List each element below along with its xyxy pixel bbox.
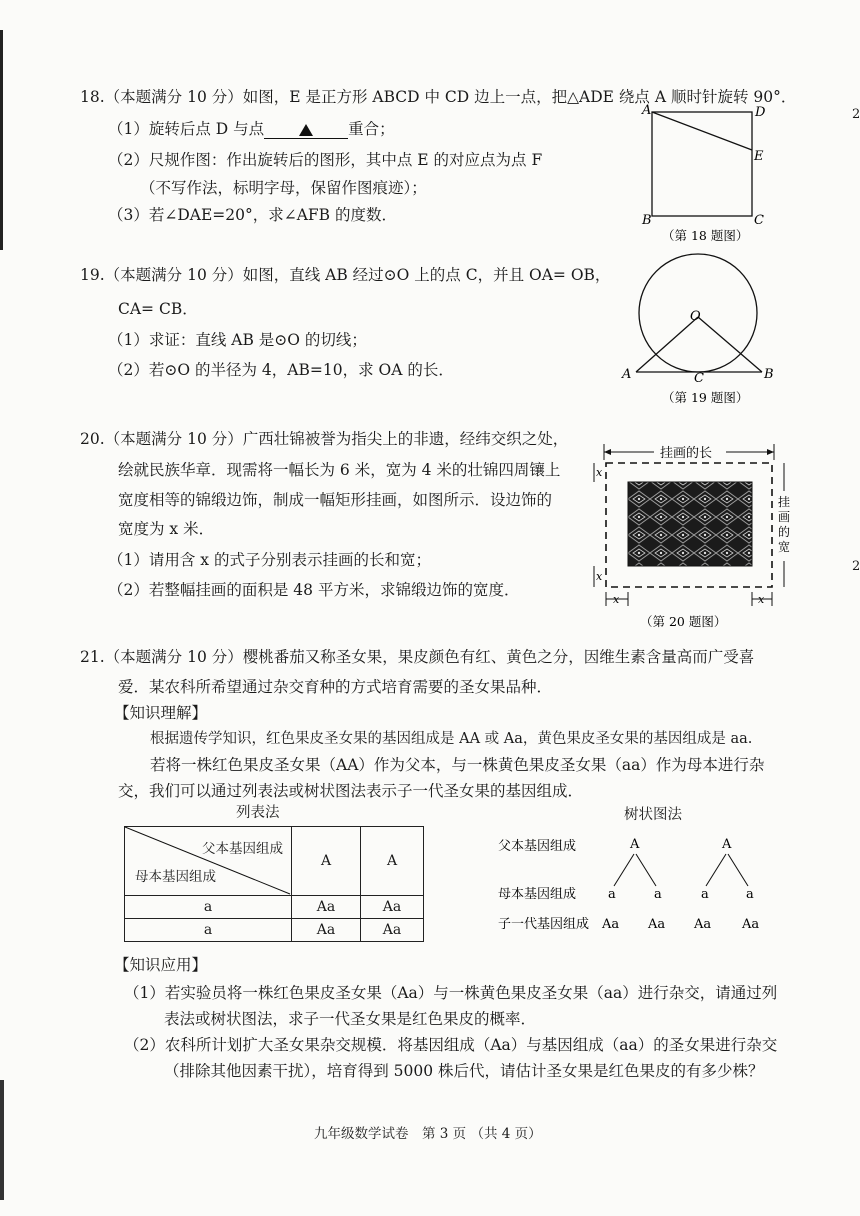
q18-caption: （第 18 题图） (662, 228, 749, 243)
row-header: a (125, 919, 292, 942)
mother-label: 母本基因组成 (498, 887, 577, 902)
q18-stem: 18.（本题满分 10 分）如图，E 是正方形 ABCD 中 CD 边上一点，把△ADE 绕点 A 顺时针旋转 90°． (80, 88, 797, 106)
margin-mark: 2 (852, 107, 860, 122)
q19-part1: （1）求证：直线 AB 是⊙O 的切线； (108, 331, 367, 349)
child-gene: Aa (648, 917, 666, 932)
label-b: B (642, 213, 652, 228)
q18-part3: （3）若∠DAE=20°，求∠AFB 的度数． (108, 206, 397, 224)
col-header: A (361, 827, 424, 896)
length-label: 挂画的长 (660, 446, 713, 461)
q18-part1-end: 重合； (348, 120, 395, 138)
segment-ae (652, 112, 752, 150)
q21-knowledge-3: 交，我们可以通过列表法或树状图法表示子一代圣女果的基因组成． (118, 782, 584, 800)
col-header: A (292, 827, 361, 896)
corner-bottom-label: 母本基因组成 (135, 869, 216, 885)
table-row (125, 896, 424, 919)
q19-part2: （2）若⊙O 的半径为 4，AB=10，求 OA 的长． (108, 361, 454, 379)
knowledge-application-heading: 【知识应用】 (114, 956, 208, 974)
x-marker-bottom-left: x (613, 593, 620, 606)
label-e: E (754, 149, 764, 164)
q18-part2-note: （不写作法，标明字母，保留作图痕迹）； (140, 179, 427, 197)
mother-gene: a (746, 887, 754, 902)
q20-caption: （第 20 题图） (640, 614, 727, 629)
q19-caption: （第 19 题图） (662, 390, 749, 405)
scan-edge-left (0, 30, 3, 250)
answer-blank (264, 122, 348, 139)
table-header-row (125, 827, 424, 896)
table-cell: Aa (361, 919, 424, 942)
x-marker-top: x (596, 466, 603, 479)
q21-app-1: （1）若实验员将一株红色果皮圣女果（Aa）与一株黄色果皮圣女果（aa）进行杂交，请通过列 (124, 984, 778, 1002)
page-footer: 九年级数学试卷 第 3 页 （共 4 页） (314, 1126, 542, 1142)
label-a: A (642, 103, 652, 118)
mother-gene: a (608, 887, 616, 902)
triangle-icon (299, 124, 313, 136)
q21-line1: 21.（本题满分 10 分）樱桃番茄又称圣女果，果皮颜色有红、黄色之分，因维生素含量高而广受喜 (80, 648, 755, 666)
q21-app-2: （2）农科所计划扩大圣女果杂交规模．将基因组成（Aa）与基因组成（aa）的圣女果进行杂交 (124, 1036, 778, 1054)
scan-edge-left-bottom (0, 1080, 4, 1200)
row-header: a (125, 896, 292, 919)
q21-knowledge-2: 若将一株红色果皮圣女果（AA）作为父本，与一株黄色果皮圣女果（aa）作为母本进行杂 (150, 756, 765, 774)
tree-method-title: 树状图法 (624, 807, 682, 823)
q18-part1-text: （1）旋转后点 D 与点 (108, 120, 265, 138)
label-c: C (754, 213, 764, 228)
corner-top-label: 父本基因组成 (202, 841, 283, 857)
q18-figure (630, 100, 780, 245)
child-label: 子一代基因组成 (498, 917, 590, 932)
q19-stem: 19.（本题满分 10 分）如图，直线 AB 经过⊙O 上的点 C，并且 OA= OB， (80, 266, 611, 284)
table-cell: Aa (292, 896, 361, 919)
q20-line1: 20.（本题满分 10 分）广西壮锦被誉为指尖上的非遗，经纬交织之处， (80, 430, 569, 448)
x-marker-bottom: x (596, 570, 603, 583)
q18-part2: （2）尺规作图：作出旋转后的图形，其中点 E 的对应点为点 F (108, 151, 543, 169)
child-gene: Aa (602, 917, 620, 932)
table-cell: Aa (292, 919, 361, 942)
q18-part1 (108, 122, 395, 139)
margin-mark: 2 (852, 559, 860, 574)
mother-gene: a (701, 887, 709, 902)
child-gene: Aa (694, 917, 712, 932)
q21-app-1b: 表法或树状图法，求子一代圣女果是红色果皮的概率． (164, 1010, 537, 1028)
father-gene: A (630, 837, 640, 852)
width-label: 挂画的宽 (778, 495, 791, 554)
q20-line3: 宽度相等的锦缎边饰，制成一幅矩形挂画，如图所示．设边饰的 (118, 491, 553, 509)
gene-table-wrap (124, 826, 424, 942)
segment-ob (698, 317, 762, 372)
q19-stem2: CA= CB． (118, 300, 198, 318)
father-gene: A (722, 837, 732, 852)
table-row (125, 919, 424, 942)
table-cell: Aa (361, 896, 424, 919)
q20-part1: （1）请用含 x 的式子分别表示挂画的长和宽； (108, 551, 431, 569)
q19-figure (612, 242, 792, 407)
q21-app-2b: （排除其他因素干扰），培育得到 5000 株后代，请估计圣女果是红色果皮的有多少株？ (164, 1062, 764, 1080)
knowledge-understanding-heading: 【知识理解】 (114, 704, 208, 722)
x-marker-bottom-right: x (758, 593, 765, 606)
child-gene: Aa (742, 917, 760, 932)
table-corner-cell (125, 827, 292, 896)
q21-line2: 爱．某农科所希望通过杂交育种的方式培育需要的圣女果品种． (118, 678, 553, 696)
mother-gene: a (654, 887, 662, 902)
label-b: B (764, 367, 774, 382)
q20-line2: 绘就民族华章．现需将一幅长为 6 米，宽为 4 米的壮锦四周镶上 (118, 461, 561, 479)
label-c: C (694, 371, 704, 386)
table-method-title: 列表法 (236, 805, 280, 821)
label-o: O (690, 309, 701, 324)
label-d: D (755, 105, 766, 120)
label-a: A (622, 367, 632, 382)
q20-line4: 宽度为 x 米． (118, 520, 215, 538)
q21-knowledge-1: 根据遗传学知识，红色果皮圣女果的基因组成是 AA 或 Aa，黄色果皮圣女果的基因组成是 aa. (150, 731, 753, 747)
father-label: 父本基因组成 (498, 839, 577, 854)
q20-figure (584, 436, 804, 632)
tree-diagram (490, 828, 790, 938)
q20-part2: （2）若整幅挂画的面积是 48 平方米，求锦缎边饰的宽度． (108, 581, 520, 599)
square-abcd (652, 112, 752, 216)
gene-table (124, 826, 424, 942)
brocade-image (628, 482, 752, 566)
